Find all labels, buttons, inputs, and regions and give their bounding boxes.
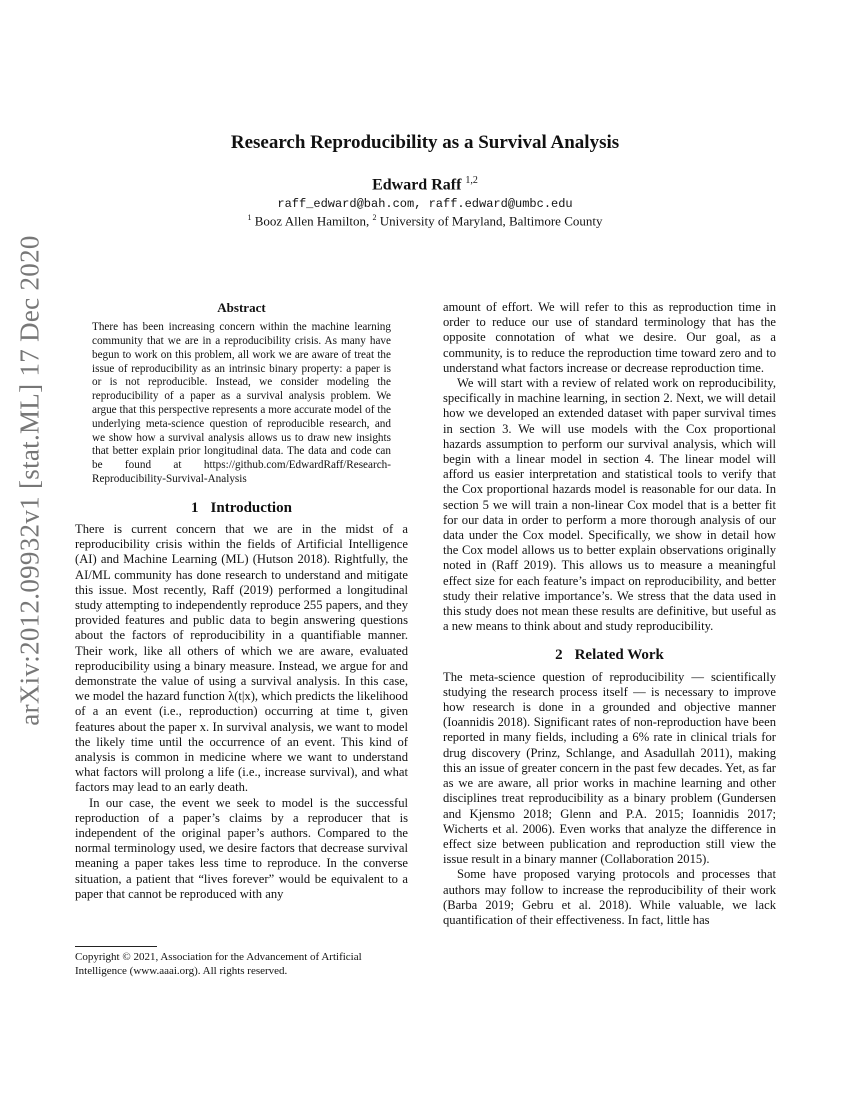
affiliation-2: University of Maryland, Baltimore County xyxy=(376,213,603,229)
affiliation-mark-2: 2 xyxy=(372,213,377,222)
abstract-text: There has been increasing concern within the machine learning community that we are in a reproducibility crisis. As many have begun to work on this problem, all work we are aware of treat the issue of reproducibility as an intrinsic binary property: a paper is or is not reproducible. Instead, we consider modeling the reproducibility of a paper as a survival analysis problem. We argue that this perspective represents a more accurate model of the underlying meta-science question of reproducible research, and we show how a survival analysis allows us to draw new insights that better explain prior longitudinal data. The data and code can be found at https://github.com/EdwardRaff/Research-Reproducibility-Survival-Analysis xyxy=(92,321,391,485)
related-paragraph-1: The meta-science question of reproducibility — scientifically studying the research process itself — is necessary to improve how research is done in a grounded and objective manner (Ioannidis 2018). Significant rates of non-reproduction have been reported in many fields, including a 6% rate in clinical trials for drug discovery (Prinz, Schlange, and Asadullah 2011), making this an issue of greater concern in the past few decades. Yet, as far as we are aware, all prior works in machine learning and other disciplines treat reproducibility as a binary problem (Gundersen and Kjensmo 2018; Glenn and P.A. 2015; Ioannidis 2017; Wicherts et al. 2006). Even works that analyze the difference in effect size between publication and reproduction still view the issue result in a binary manner (Collaboration 2015). xyxy=(443,669,776,867)
author-emails: raff_edward@bah.com, raff.edward@umbc.edu xyxy=(277,197,573,211)
footnote-rule xyxy=(75,946,157,947)
section-number: 2 xyxy=(555,647,563,664)
author-line xyxy=(0,175,850,194)
copyright-footnote: Copyright © 2021, Association for the Advancement of Artificial Intelligence (www.aaai.org). All rights reserved. xyxy=(75,951,362,977)
paper-title: Research Reproducibility as a Survival Analysis xyxy=(230,132,620,153)
affiliation-mark-1: 1 xyxy=(247,213,252,222)
section-number: 1 xyxy=(191,499,199,516)
section-title: Introduction xyxy=(210,499,292,516)
abstract-heading: Abstract xyxy=(217,300,266,315)
section-heading-related-work xyxy=(443,648,776,663)
intro-paragraph-4: We will start with a review of related work on reproducibility, specifically in machine learning, in section 2. Next, we will detail how we developed an extended dataset with paper survival times in section 3. We will use models with the Cox proportional hazards assumption to perform our survival analysis, which will begin with a linear model in section 4. The linear model will afford us easier interpretation and statistical tools to verify that the Cox proportional hazards model is reasonable for our data. In section 5 we will train a non-linear Cox model that is a better fit for our data in order to perform a more thorough analysis of our data under the Cox model. Specifically, we show in detail how the Cox model allows us to better explain observations originally noted in (Raff 2019). This allows us to measure a meaningful effect size for each feature’s impact on reproducibility, and better study their relative importance’s. We stress that the data used in this study does not mean these results are definitive, but useful as a new means to think about and study reproducibility. xyxy=(443,376,776,634)
section-heading-introduction xyxy=(75,501,408,516)
intro-paragraph-3: amount of effort. We will refer to this as reproduction time in order to reduce our use of standard terminology that has the opposite connotation of what we desire. Our goal, as a community, is to reduce the reproduction time toward zero and to understand what factors increase or decrease reproduction time. xyxy=(443,300,776,375)
affiliations xyxy=(0,213,850,229)
author-affiliation-marks: 1,2 xyxy=(465,175,478,186)
affiliation-1: Booz Allen Hamilton, xyxy=(251,213,373,229)
intro-paragraph-2: In our case, the event we seek to model is the successful reproduction of a paper’s claims by a reproducer that is independent of the original paper’s authors. Compared to the normal terminology used, we desire factors that decrease survival meaning a paper takes less time to reproduce. In the converse situation, a patient that “lives forever” would be equivalent to a paper that cannot be reproduced with any xyxy=(75,795,408,901)
arxiv-sidebar xyxy=(8,234,53,726)
right-column xyxy=(443,300,776,928)
left-column xyxy=(75,300,408,902)
related-paragraph-2: Some have proposed varying protocols and processes that authors may follow to increase the reproducibility of their work (Barba 2019; Gebru et al. 2018). While valuable, we lack quantification of their effectiveness. In fact, little has xyxy=(443,867,776,927)
intro-paragraph-1: There is current concern that we are in the midst of a reproducibility crisis within the fields of Artificial Intelligence (AI) and Machine Learning (ML) (Hutson 2018). Rightfully, the AI/ML community has done research to understand and mitigate this issue. Most recently, Raff (2019) performed a longitudinal study attempting to independently reproduce 255 papers, and they provided features and public data to begin answering questions about the factors of reproducibility in a quantifiable manner. Their work, like all others of which we are aware, evaluated reproducibility using a binary measure. Instead, we argue for and demonstrate the value of using a survival analysis. In this case, we model the hazard function λ(t|x), which predicts the likelihood of a an event (i.e., reproduction) occurring at time t, given features about the paper x. In survival analysis, we want to model the likely time until the occurrence of an event. This kind of analysis is common in medicine where we want to understand what factors will prolong a life (i.e., increase survival), and what factors may lead to an early death. xyxy=(75,521,408,795)
section-title: Related Work xyxy=(574,647,664,664)
author-name: Edward Raff xyxy=(372,176,462,194)
arxiv-identifier: arXiv:2012.09932v1 [stat.ML] 17 Dec 2020 xyxy=(15,234,46,726)
